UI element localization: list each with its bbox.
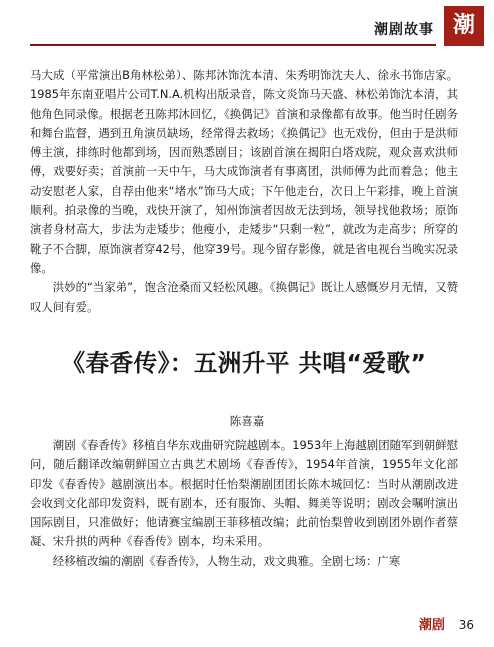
paragraph: 洪妙的“当家弟”，饱含沧桑而又轻松风趣。《换偶记》既让人感慨岁月无情，又赞叹人间有爱。 (30, 280, 458, 314)
page-footer (419, 614, 474, 633)
article-continuation (30, 66, 458, 317)
paragraph: 马大成（平常演出B角林松弟）、陈邦沐饰沈本清、朱秀明饰沈夫人、徐永书饰店家。1985年东南亚唱片公司T.N.A.机构出版录音，陈文炎饰马天盛、林松弟饰沈本清，其他角色同录像。根据老丑陈邦沐回忆，《换偶记》首演和录像都有故事。他当时任剧务和舞台监督，遇到丑角演员缺场，经常得去救场；《换偶记》也无戏份，但由于是洪师傅主演，排练时他都到场，因而熟悉剧目；该剧首演在揭阳白塔戏院，观众喜欢洪师傅，戏要好卖；首演前一天中午，马大成饰演者有事离团，洪师傅为此而着急；他主动安慰老人家，自荐由他来“堵水”饰马大成；下午他走台，次日上午彩排，晚上首演顺利。拍录像的当晚，戏快开演了，知州饰演者因故无法到场，领导找他救场；原饰演者身材高大，步法为走矮步；他瘦小，走矮步“只剩一粒”，就改为走高步；所穿的靴子不合脚，原饰演者穿42号，他穿39号。现今留存影像，就是省电视台当晚实况录像。 (30, 68, 458, 275)
paragraph: 经移植改编的潮剧《春香传》，人物生动，戏文典雅。全剧七场：广寒 (52, 553, 401, 568)
header-rule (30, 44, 436, 46)
article-body (30, 436, 458, 571)
paragraph: 潮剧《春香传》移植自华东戏曲研究院越剧本。1953年上海越剧团随军到朝鲜慰问，随后翻译改编朝鲜国立古典艺术剧场《春香传》，1954年首演，1955年文化部印发《春香传》越剧演出本。根据时任怡梨潮剧团团长陈木城回忆：当时从潮剧改进会收到文化部印发资料，既有剧本，还有服饰、头帽、舞美等说明；剧改会嘱咐演出国际剧目，只准做好；他请赛宝编剧王菲移植改编；此前怡梨曾收到剧团外剧作者蔡凝、宋升拱的两种《春香传》剧本，均未采用。 (30, 438, 458, 549)
seal-logo: 潮 (444, 6, 484, 46)
footer-logo: 潮剧 (418, 618, 445, 633)
article-headline: 《春香传》：五洲升平 共唱“爱歌” (61, 349, 427, 377)
page-number: 36 (458, 618, 474, 632)
section-title: 潮剧故事 (374, 22, 434, 38)
article-author: 陈喜嘉 (229, 414, 265, 428)
page-header (0, 6, 494, 50)
